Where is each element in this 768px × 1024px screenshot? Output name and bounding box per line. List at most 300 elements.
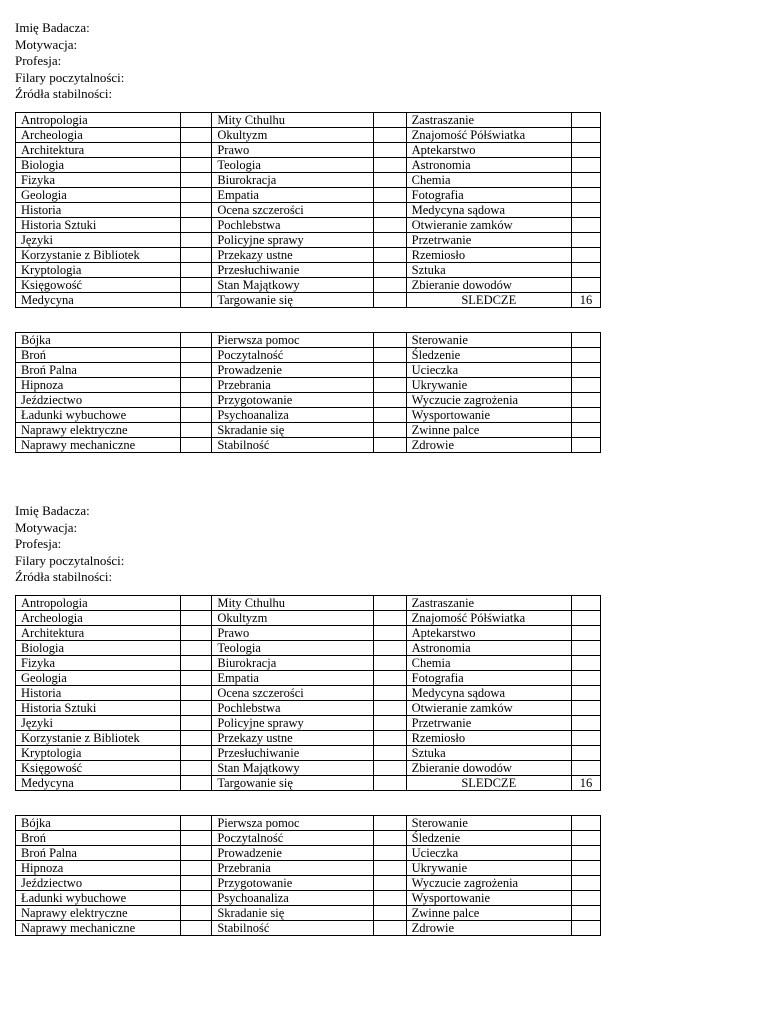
- general-skills-table: [15, 815, 601, 936]
- skill-name-cell: Historia Sztuki: [16, 217, 181, 232]
- skill-rating-cell: [181, 437, 212, 452]
- skill-name-cell: Stabilność: [212, 437, 373, 452]
- skill-name-cell: Prowadzenie: [212, 362, 373, 377]
- skill-name-cell: Otwieranie zamków: [406, 700, 571, 715]
- skill-rating-cell: [571, 377, 600, 392]
- skill-name-cell: Aptekarstwo: [406, 142, 571, 157]
- skill-name-cell: Przebrania: [212, 860, 373, 875]
- skill-rating-cell: [181, 172, 212, 187]
- skill-name-cell: Ucieczka: [406, 845, 571, 860]
- skill-rating-cell: [571, 157, 600, 172]
- table-row: [16, 830, 601, 845]
- skill-rating-cell: [181, 670, 212, 685]
- investigator-sheet-2: [15, 503, 601, 936]
- skill-name-cell: Otwieranie zamków: [406, 217, 571, 232]
- skill-name-cell: Prowadzenie: [212, 845, 373, 860]
- skill-name-cell: Biurokracja: [212, 172, 373, 187]
- skill-name-cell: Antropologia: [16, 595, 181, 610]
- skill-rating-cell: [181, 157, 212, 172]
- skill-rating-cell: [373, 377, 406, 392]
- table-row: [16, 875, 601, 890]
- table-row: [16, 422, 601, 437]
- table-row: [16, 715, 601, 730]
- skill-rating-cell: [181, 875, 212, 890]
- skill-rating-cell: [373, 730, 406, 745]
- skill-rating-cell: [373, 142, 406, 157]
- skill-rating-cell: [373, 655, 406, 670]
- skill-rating-cell: [571, 422, 600, 437]
- field-profession: Profesja:: [15, 536, 62, 551]
- skill-rating-cell: [373, 362, 406, 377]
- skill-rating-cell: [373, 217, 406, 232]
- skill-name-cell: Geologia: [16, 187, 181, 202]
- skill-rating-cell: [373, 437, 406, 452]
- skill-rating-cell: [373, 112, 406, 127]
- skill-rating-cell: [373, 595, 406, 610]
- skill-rating-cell: [373, 610, 406, 625]
- table-row: [16, 670, 601, 685]
- skill-name-cell: Sterowanie: [406, 332, 571, 347]
- table-row: [16, 760, 601, 775]
- skill-rating-cell: [181, 362, 212, 377]
- skill-rating-cell: [373, 187, 406, 202]
- skill-rating-cell: [373, 277, 406, 292]
- skill-name-cell: Medycyna: [16, 292, 181, 307]
- skill-name-cell: Archeologia: [16, 610, 181, 625]
- skill-rating-cell: [571, 347, 600, 362]
- table-row: [16, 700, 601, 715]
- skill-rating-cell: [373, 172, 406, 187]
- skill-rating-cell: [571, 362, 600, 377]
- skill-name-cell: Hipnoza: [16, 860, 181, 875]
- skill-name-cell: Pochlebstwa: [212, 700, 373, 715]
- skill-rating-cell: [373, 860, 406, 875]
- skill-name-cell: Ukrywanie: [406, 860, 571, 875]
- skill-rating-cell: [571, 332, 600, 347]
- character-fields: [15, 503, 601, 586]
- skill-rating-cell: [373, 262, 406, 277]
- skill-rating-cell: [373, 157, 406, 172]
- investigative-skills-table: [15, 112, 601, 308]
- skill-rating-cell: [181, 292, 212, 307]
- skill-name-cell: Archeologia: [16, 127, 181, 142]
- skill-name-cell: Pierwsza pomoc: [212, 332, 373, 347]
- skill-rating-cell: [571, 655, 600, 670]
- skill-rating-cell: [571, 845, 600, 860]
- skill-rating-cell: [181, 730, 212, 745]
- skill-rating-cell: [571, 640, 600, 655]
- skill-name-cell: Przetrwanie: [406, 715, 571, 730]
- skill-rating-cell: [181, 775, 212, 790]
- skill-name-cell: Jeździectwo: [16, 392, 181, 407]
- skill-rating-cell: [373, 127, 406, 142]
- skill-name-cell: Okultyzm: [212, 610, 373, 625]
- skill-rating-cell: [373, 830, 406, 845]
- skill-name-cell: Stabilność: [212, 920, 373, 935]
- skill-rating-cell: [571, 730, 600, 745]
- skill-name-cell: Prawo: [212, 142, 373, 157]
- skill-name-cell: Antropologia: [16, 112, 181, 127]
- table-row: [16, 815, 601, 830]
- table-row: [16, 407, 601, 422]
- skill-rating-cell: [571, 595, 600, 610]
- skill-rating-cell: [181, 247, 212, 262]
- skill-name-cell: Aptekarstwo: [406, 625, 571, 640]
- table-row: [16, 640, 601, 655]
- skill-rating-cell: [373, 347, 406, 362]
- skill-name-cell: Przebrania: [212, 377, 373, 392]
- skill-name-cell: Geologia: [16, 670, 181, 685]
- skill-name-cell: Fizyka: [16, 172, 181, 187]
- skill-name-cell: Naprawy elektryczne: [16, 905, 181, 920]
- field-motivation: Motywacja:: [15, 519, 78, 535]
- field-profession: Profesja:: [15, 53, 62, 68]
- skill-rating-cell: [181, 332, 212, 347]
- table-row: [16, 347, 601, 362]
- skill-name-cell: SLEDCZE: [406, 292, 571, 307]
- skill-name-cell: Prawo: [212, 625, 373, 640]
- table-row: [16, 775, 601, 790]
- skill-rating-cell: [181, 202, 212, 217]
- skill-name-cell: Korzystanie z Bibliotek: [16, 247, 181, 262]
- table-row: [16, 377, 601, 392]
- skill-name-cell: Ukrywanie: [406, 377, 571, 392]
- skill-rating-cell: [181, 407, 212, 422]
- skill-rating-cell: [181, 860, 212, 875]
- skill-name-cell: Fotografia: [406, 187, 571, 202]
- skill-name-cell: Naprawy elektryczne: [16, 422, 181, 437]
- skill-name-cell: Ocena szczerości: [212, 202, 373, 217]
- skill-name-cell: Rzemiosło: [406, 247, 571, 262]
- skill-rating-cell: [571, 437, 600, 452]
- skill-name-cell: Ocena szczerości: [212, 685, 373, 700]
- table-row: [16, 157, 601, 172]
- skill-name-cell: Poczytalność: [212, 830, 373, 845]
- skill-rating-cell: [571, 905, 600, 920]
- skill-name-cell: Wysportowanie: [406, 890, 571, 905]
- skill-rating-cell: [181, 262, 212, 277]
- skill-name-cell: Stan Majątkowy: [212, 277, 373, 292]
- skill-rating-cell: [181, 610, 212, 625]
- field-stability-sources: Źródła stabilności:: [15, 86, 113, 101]
- skill-name-cell: Języki: [16, 715, 181, 730]
- skill-rating-cell: 16: [571, 292, 600, 307]
- skill-name-cell: Medycyna sądowa: [406, 685, 571, 700]
- skill-rating-cell: [373, 760, 406, 775]
- table-row: [16, 277, 601, 292]
- skill-rating-cell: [571, 127, 600, 142]
- skill-name-cell: Policyjne sprawy: [212, 232, 373, 247]
- skill-name-cell: Biologia: [16, 640, 181, 655]
- general-skills-table: [15, 332, 601, 453]
- table-row: [16, 860, 601, 875]
- skill-rating-cell: [571, 247, 600, 262]
- skill-name-cell: Sztuka: [406, 745, 571, 760]
- skill-rating-cell: [373, 640, 406, 655]
- skill-rating-cell: [181, 815, 212, 830]
- skill-rating-cell: [571, 217, 600, 232]
- skill-rating-cell: [181, 377, 212, 392]
- table-row: [16, 232, 601, 247]
- skill-name-cell: Księgowość: [16, 277, 181, 292]
- skill-name-cell: Śledzenie: [406, 830, 571, 845]
- skill-rating-cell: [571, 830, 600, 845]
- table-row: [16, 112, 601, 127]
- skill-name-cell: Teologia: [212, 157, 373, 172]
- table-row: [16, 392, 601, 407]
- skill-rating-cell: [571, 262, 600, 277]
- table-row: [16, 202, 601, 217]
- table-row: [16, 292, 601, 307]
- field-investigator-name: Imię Badacza:: [15, 503, 90, 518]
- skill-name-cell: Architektura: [16, 142, 181, 157]
- skill-name-cell: Zwinne palce: [406, 422, 571, 437]
- skill-rating-cell: [571, 407, 600, 422]
- skill-rating-cell: [181, 700, 212, 715]
- skill-rating-cell: [181, 845, 212, 860]
- skill-rating-cell: [181, 920, 212, 935]
- skill-rating-cell: [181, 745, 212, 760]
- table-row: [16, 262, 601, 277]
- skill-rating-cell: [571, 760, 600, 775]
- skill-name-cell: Przesłuchiwanie: [212, 745, 373, 760]
- table-row: [16, 745, 601, 760]
- table-row: [16, 172, 601, 187]
- skill-rating-cell: [373, 332, 406, 347]
- skill-name-cell: Psychoanaliza: [212, 890, 373, 905]
- skill-name-cell: Przygotowanie: [212, 392, 373, 407]
- skill-rating-cell: [181, 217, 212, 232]
- skill-name-cell: Naprawy mechaniczne: [16, 437, 181, 452]
- skill-name-cell: Zwinne palce: [406, 905, 571, 920]
- skill-name-cell: Pierwsza pomoc: [212, 815, 373, 830]
- skill-rating-cell: [181, 112, 212, 127]
- skill-name-cell: Teologia: [212, 640, 373, 655]
- table-row: [16, 845, 601, 860]
- skill-name-cell: Pochlebstwa: [212, 217, 373, 232]
- skill-name-cell: Poczytalność: [212, 347, 373, 362]
- skill-name-cell: Mity Cthulhu: [212, 595, 373, 610]
- skill-name-cell: Ładunki wybuchowe: [16, 407, 181, 422]
- skill-name-cell: Ucieczka: [406, 362, 571, 377]
- skill-rating-cell: [373, 715, 406, 730]
- skill-rating-cell: [571, 670, 600, 685]
- skill-name-cell: Stan Majątkowy: [212, 760, 373, 775]
- skill-name-cell: Astronomia: [406, 157, 571, 172]
- table-row: [16, 247, 601, 262]
- table-row: [16, 187, 601, 202]
- skill-name-cell: Empatia: [212, 187, 373, 202]
- skill-rating-cell: [571, 112, 600, 127]
- skill-name-cell: Historia: [16, 685, 181, 700]
- skill-rating-cell: [181, 392, 212, 407]
- skill-rating-cell: [373, 247, 406, 262]
- field-stability-sources: Źródła stabilności:: [15, 569, 113, 584]
- skill-name-cell: Mity Cthulhu: [212, 112, 373, 127]
- skill-rating-cell: [373, 815, 406, 830]
- skill-rating-cell: [373, 875, 406, 890]
- table-row: [16, 920, 601, 935]
- skill-rating-cell: [571, 745, 600, 760]
- table-row: [16, 685, 601, 700]
- skill-rating-cell: [181, 595, 212, 610]
- skill-name-cell: Zbieranie dowodów: [406, 277, 571, 292]
- skill-name-cell: Zdrowie: [406, 920, 571, 935]
- skill-name-cell: Fotografia: [406, 670, 571, 685]
- skill-name-cell: Policyjne sprawy: [212, 715, 373, 730]
- skill-rating-cell: [181, 127, 212, 142]
- skill-rating-cell: [571, 875, 600, 890]
- skill-name-cell: Okultyzm: [212, 127, 373, 142]
- skill-name-cell: Medycyna: [16, 775, 181, 790]
- skill-rating-cell: [571, 715, 600, 730]
- skill-name-cell: Kryptologia: [16, 745, 181, 760]
- skill-rating-cell: [571, 392, 600, 407]
- skill-name-cell: Przygotowanie: [212, 875, 373, 890]
- skill-rating-cell: [181, 422, 212, 437]
- skill-name-cell: Kryptologia: [16, 262, 181, 277]
- skill-name-cell: Przesłuchiwanie: [212, 262, 373, 277]
- skill-name-cell: Historia Sztuki: [16, 700, 181, 715]
- skill-name-cell: Targowanie się: [212, 292, 373, 307]
- skill-rating-cell: [571, 920, 600, 935]
- skill-rating-cell: [181, 830, 212, 845]
- skill-rating-cell: [373, 232, 406, 247]
- skill-name-cell: Skradanie się: [212, 422, 373, 437]
- table-row: [16, 730, 601, 745]
- skill-rating-cell: [181, 187, 212, 202]
- skill-name-cell: Naprawy mechaniczne: [16, 920, 181, 935]
- skill-name-cell: Bójka: [16, 815, 181, 830]
- skill-name-cell: Śledzenie: [406, 347, 571, 362]
- skill-name-cell: Biurokracja: [212, 655, 373, 670]
- skill-rating-cell: [181, 890, 212, 905]
- skill-name-cell: Sterowanie: [406, 815, 571, 830]
- skill-name-cell: Architektura: [16, 625, 181, 640]
- table-row: [16, 595, 601, 610]
- skill-name-cell: Chemia: [406, 172, 571, 187]
- skill-name-cell: Broń: [16, 347, 181, 362]
- skill-name-cell: Wyczucie zagrożenia: [406, 875, 571, 890]
- skill-name-cell: Przekazy ustne: [212, 247, 373, 262]
- skill-rating-cell: [373, 202, 406, 217]
- skill-name-cell: Sztuka: [406, 262, 571, 277]
- skill-name-cell: Korzystanie z Bibliotek: [16, 730, 181, 745]
- skill-name-cell: Chemia: [406, 655, 571, 670]
- skill-rating-cell: [571, 685, 600, 700]
- skill-name-cell: Zbieranie dowodów: [406, 760, 571, 775]
- skill-rating-cell: [571, 815, 600, 830]
- table-row: [16, 437, 601, 452]
- skill-rating-cell: [373, 890, 406, 905]
- skill-rating-cell: [571, 232, 600, 247]
- skill-rating-cell: [571, 625, 600, 640]
- skill-name-cell: Języki: [16, 232, 181, 247]
- skill-name-cell: Znajomość Półświatka: [406, 610, 571, 625]
- skill-rating-cell: [181, 277, 212, 292]
- skill-name-cell: Przetrwanie: [406, 232, 571, 247]
- skill-name-cell: Bójka: [16, 332, 181, 347]
- skill-rating-cell: [571, 187, 600, 202]
- table-row: [16, 332, 601, 347]
- skill-name-cell: Historia: [16, 202, 181, 217]
- skill-name-cell: Zastraszanie: [406, 112, 571, 127]
- skill-name-cell: Znajomość Półświatka: [406, 127, 571, 142]
- skill-rating-cell: [571, 890, 600, 905]
- skill-name-cell: Empatia: [212, 670, 373, 685]
- skill-name-cell: Astronomia: [406, 640, 571, 655]
- skill-rating-cell: 16: [571, 775, 600, 790]
- skill-rating-cell: [181, 685, 212, 700]
- skill-rating-cell: [571, 277, 600, 292]
- skill-rating-cell: [571, 172, 600, 187]
- table-row: [16, 905, 601, 920]
- skill-name-cell: Rzemiosło: [406, 730, 571, 745]
- table-row: [16, 655, 601, 670]
- skill-name-cell: Jeździectwo: [16, 875, 181, 890]
- skill-rating-cell: [571, 610, 600, 625]
- skill-rating-cell: [373, 685, 406, 700]
- skill-rating-cell: [181, 655, 212, 670]
- skill-rating-cell: [571, 142, 600, 157]
- field-investigator-name: Imię Badacza:: [15, 20, 90, 35]
- investigative-skills-table: [15, 595, 601, 791]
- skill-rating-cell: [373, 775, 406, 790]
- investigator-sheet-1: [15, 20, 601, 453]
- skill-rating-cell: [181, 347, 212, 362]
- skill-rating-cell: [373, 392, 406, 407]
- skill-rating-cell: [373, 625, 406, 640]
- skill-name-cell: Targowanie się: [212, 775, 373, 790]
- field-sanity-pillars: Filary poczytalności:: [15, 69, 125, 85]
- skill-name-cell: Broń Palna: [16, 845, 181, 860]
- skill-name-cell: Hipnoza: [16, 377, 181, 392]
- skill-rating-cell: [373, 670, 406, 685]
- skill-rating-cell: [181, 640, 212, 655]
- skill-rating-cell: [373, 422, 406, 437]
- skill-name-cell: Medycyna sądowa: [406, 202, 571, 217]
- table-row: [16, 142, 601, 157]
- skill-name-cell: Broń: [16, 830, 181, 845]
- skill-rating-cell: [181, 142, 212, 157]
- skill-name-cell: Zastraszanie: [406, 595, 571, 610]
- field-motivation: Motywacja:: [15, 36, 78, 52]
- skill-rating-cell: [373, 905, 406, 920]
- skill-rating-cell: [571, 860, 600, 875]
- field-sanity-pillars: Filary poczytalności:: [15, 552, 125, 568]
- skill-rating-cell: [181, 232, 212, 247]
- skill-name-cell: Psychoanaliza: [212, 407, 373, 422]
- table-row: [16, 362, 601, 377]
- skill-name-cell: Biologia: [16, 157, 181, 172]
- table-row: [16, 127, 601, 142]
- skill-name-cell: Ładunki wybuchowe: [16, 890, 181, 905]
- skill-rating-cell: [373, 745, 406, 760]
- skill-rating-cell: [181, 905, 212, 920]
- skill-name-cell: SLEDCZE: [406, 775, 571, 790]
- skill-name-cell: Wysportowanie: [406, 407, 571, 422]
- skill-rating-cell: [373, 407, 406, 422]
- skill-name-cell: Fizyka: [16, 655, 181, 670]
- skill-name-cell: Broń Palna: [16, 362, 181, 377]
- skill-rating-cell: [373, 845, 406, 860]
- skill-name-cell: Księgowość: [16, 760, 181, 775]
- skill-rating-cell: [181, 760, 212, 775]
- skill-rating-cell: [181, 625, 212, 640]
- skill-rating-cell: [373, 292, 406, 307]
- table-row: [16, 217, 601, 232]
- skill-rating-cell: [373, 920, 406, 935]
